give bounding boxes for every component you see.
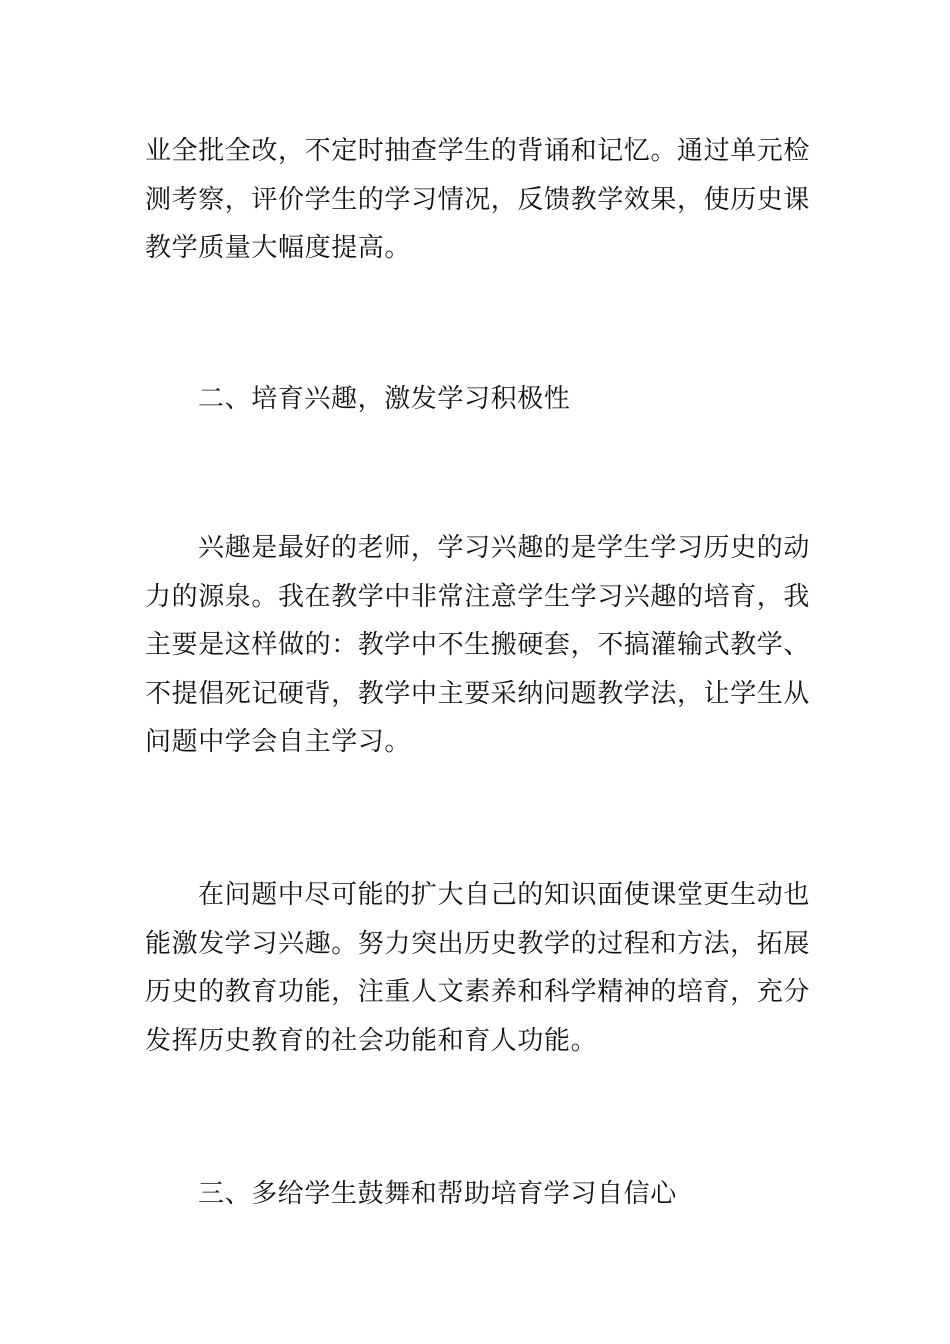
section-heading-3: 三、多给学生鼓舞和帮助培育学习自信心 <box>198 1179 677 1209</box>
paragraph-knowledge: 在问题中尽可能的扩大自己的知识面使课堂更生动也能激发学习兴趣。努力突出历史教学的过程和方法，拓展历史的教育功能，注重人文素养和科学精神的培育，充分发挥历史教育的社会功能和育人功能。 <box>145 880 811 1056</box>
paragraph-continuation: 业全批全改，不定时抽查学生的背诵和记忆。通过单元检测考察，评价学生的学习情况，反馈教学效果，使历史课教学质量大幅度提高。 <box>145 136 811 263</box>
section-heading-2: 二、培育兴趣，激发学习积极性 <box>198 384 571 414</box>
paragraph-interest: 兴趣是最好的老师，学习兴趣的是学生学习历史的动力的源泉。我在教学中非常注意学生学习兴趣的培育，我主要是这样做的：教学中不生搬硬套，不搞灌输式教学、不提倡死记硬背，教学中主要采纳问题教学法，让学生从问题中学会自主学习。 <box>145 533 811 757</box>
